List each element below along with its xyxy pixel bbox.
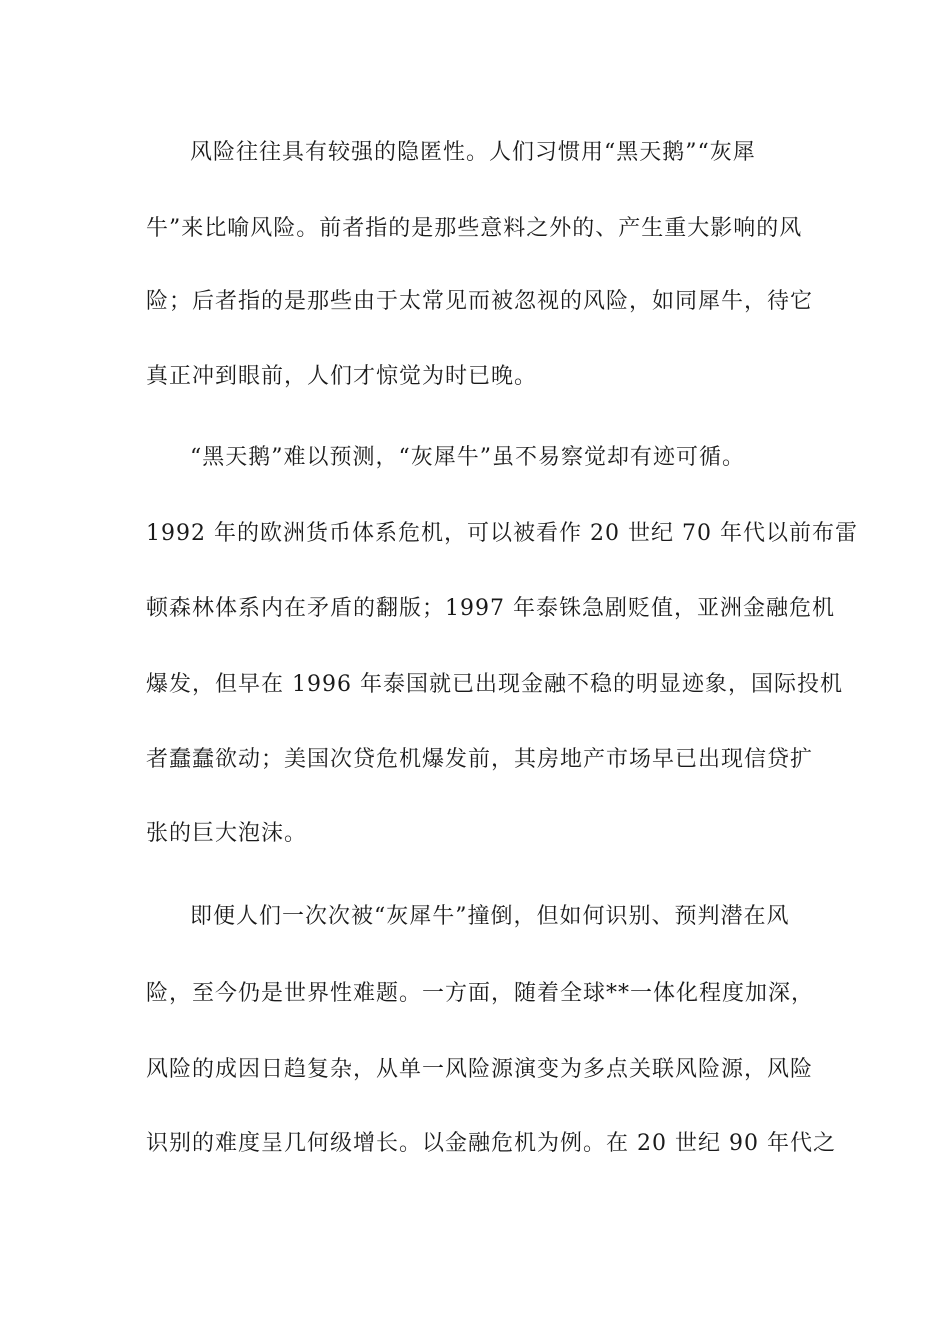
paragraph-2-line-3: 顿森林体系内在矛盾的翻版；1997 年泰铢急剧贬值，亚洲金融危机: [146, 596, 835, 621]
paragraph-2-line-4: 爆发，但早在 1996 年泰国就已出现金融不稳的明显迹象，国际投机: [146, 672, 843, 697]
paragraph-3-line-3: 风险的成因日趋复杂，从单一风险源演变为多点关联风险源，风险: [146, 1057, 814, 1082]
paragraph-2-line-2: 1992 年的欧洲货币体系危机，可以被看作 20 世纪 70 年代以前布雷: [146, 521, 858, 546]
paragraph-2-line-5: 者蠢蠢欲动；美国次贷危机爆发前，其房地产市场早已出现信贷扩: [146, 747, 814, 772]
paragraph-3-line-2: 险，至今仍是世界性难题。一方面，随着全球**一体化程度加深，: [146, 981, 815, 1006]
paragraph-2-line-1: “黑天鹅”难以预测，“灰犀牛”虽不易察觉却有迹可循。: [190, 445, 745, 470]
paragraph-2-line-6: 张的巨大泡沫。: [146, 821, 308, 846]
paragraph-3-line-4: 识别的难度呈几何级增长。以金融危机为例。在 20 世纪 90 年代之: [146, 1131, 836, 1156]
paragraph-1-line-3: 险；后者指的是那些由于太常见而被忽视的风险，如同犀牛，待它: [146, 289, 814, 314]
paragraph-1-line-1: 风险往往具有较强的隐匿性。人们习惯用“黑天鹅”“灰犀: [190, 140, 756, 165]
paragraph-3-line-1: 即便人们一次次被“灰犀牛”撞倒，但如何识别、预判潜在风: [190, 904, 790, 929]
paragraph-1-line-2: 牛”来比喻风险。前者指的是那些意料之外的、产生重大影响的风: [146, 216, 803, 241]
paragraph-1-line-4: 真正冲到眼前，人们才惊觉为时已晚。: [146, 364, 538, 389]
